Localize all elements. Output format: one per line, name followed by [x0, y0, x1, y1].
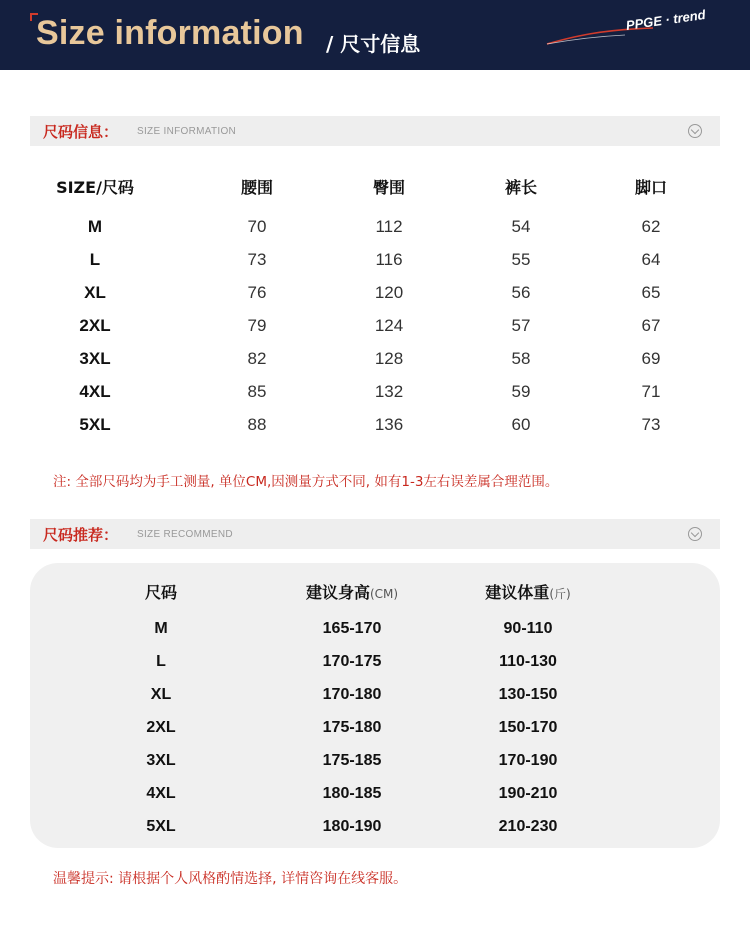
table-cell: 170-175	[322, 653, 382, 670]
size-label: L	[89, 250, 101, 269]
brand-logo: PPGE · trend	[624, 6, 707, 33]
table-cell: 136	[374, 415, 404, 434]
table-cell: 180-185	[322, 785, 382, 802]
size-label: M	[87, 217, 103, 236]
table-cell: 67	[641, 316, 661, 335]
page-subtitle: / 尺寸信息	[326, 32, 421, 56]
table-cell: 210-230	[498, 818, 558, 835]
table-cell: 55	[511, 250, 531, 269]
table-row	[30, 785, 720, 818]
table-row	[30, 620, 720, 653]
table-cell: 124	[374, 316, 404, 335]
size-label: 4XL	[79, 382, 111, 401]
table-cell: 90-110	[503, 620, 553, 637]
size-label: 3XL	[79, 349, 111, 368]
table-row	[30, 719, 720, 752]
table-cell: 58	[511, 349, 531, 368]
column-label: 建议体重	[485, 583, 550, 602]
section-size-recommend	[30, 519, 720, 549]
table-cell: 132	[374, 382, 404, 401]
table-row	[30, 316, 720, 349]
header-banner	[0, 0, 750, 70]
table-row	[30, 653, 720, 686]
table-cell: 116	[375, 250, 403, 269]
table-cell: 73	[641, 415, 661, 434]
table-row	[30, 415, 720, 448]
table-cell: 57	[511, 316, 531, 335]
section-subtitle: SIZE INFORMATION	[137, 126, 237, 137]
table-cell: 180-190	[322, 818, 382, 835]
size-label: 2XL	[79, 316, 111, 335]
size-label: 4XL	[146, 785, 176, 802]
column-label: 尺码	[144, 583, 178, 602]
table-cell: 76	[247, 283, 267, 302]
table-row	[30, 818, 720, 851]
table-cell: 60	[511, 415, 531, 434]
column-header	[145, 580, 177, 603]
size-label: XL	[84, 283, 106, 302]
table-cell: 64	[641, 250, 661, 269]
column-header: 臀围	[372, 178, 406, 197]
column-header	[485, 580, 570, 603]
column-header: 裤长	[504, 178, 538, 197]
table-row	[30, 250, 720, 283]
column-header: 脚口	[634, 178, 668, 197]
size-label: 3XL	[146, 752, 176, 769]
table-cell: 70	[247, 217, 267, 236]
table-cell: 190-210	[498, 785, 558, 802]
section-title: 尺码推荐：	[43, 526, 119, 544]
size-label: 5XL	[79, 415, 111, 434]
table-cell: 73	[247, 250, 267, 269]
column-unit: (CM)	[369, 587, 399, 601]
size-recommend-table	[30, 580, 720, 851]
table-cell: 175-180	[322, 719, 382, 736]
chevron-down-icon	[688, 527, 702, 541]
table-cell: 170-180	[322, 686, 382, 703]
table-row	[30, 283, 720, 316]
table-cell: 54	[511, 217, 531, 236]
table-cell: 71	[641, 382, 661, 401]
measurement-note: 注: 全部尺码均为手工测量, 单位CM,因测量方式不同, 如有1-3左右误差属合理范围。	[53, 474, 559, 490]
table-cell: 150-170	[498, 719, 558, 736]
table-cell: 170-190	[498, 752, 558, 769]
table-cell: 120	[374, 283, 404, 302]
size-label: 5XL	[146, 818, 176, 835]
column-header	[306, 580, 398, 603]
table-row	[30, 217, 720, 250]
size-info-table	[30, 175, 720, 448]
section-subtitle: SIZE RECOMMEND	[137, 529, 233, 540]
table-cell: 175-185	[322, 752, 382, 769]
table-cell: 112	[375, 217, 403, 236]
table-cell: 56	[511, 283, 531, 302]
tip-note: 温馨提示: 请根据个人风格酌情选择, 详情咨询在线客服。	[53, 871, 408, 887]
chevron-down-icon	[688, 124, 702, 138]
column-label: 建议身高	[305, 583, 370, 602]
table-cell: 85	[247, 382, 267, 401]
size-label: M	[154, 620, 168, 637]
section-title: 尺码信息：	[43, 123, 119, 141]
column-header: 腰围	[240, 178, 274, 197]
table-cell: 79	[247, 316, 267, 335]
table-row	[30, 752, 720, 785]
table-header-row	[30, 175, 720, 217]
table-header-row	[30, 580, 720, 620]
table-cell: 130-150	[498, 686, 558, 703]
table-cell: 110-130	[499, 653, 557, 670]
table-row	[30, 686, 720, 719]
table-cell: 62	[641, 217, 661, 236]
table-cell: 82	[247, 349, 267, 368]
table-row	[30, 382, 720, 415]
table-cell: 69	[641, 349, 661, 368]
column-unit: (斤)	[549, 587, 571, 601]
table-cell: 88	[247, 415, 267, 434]
page-title: Size information	[36, 14, 304, 52]
table-cell: 59	[511, 382, 531, 401]
size-label: 2XL	[146, 719, 176, 736]
section-size-info	[30, 116, 720, 146]
table-cell: 165-170	[322, 620, 382, 637]
table-cell: 128	[374, 349, 404, 368]
size-label: XL	[150, 686, 172, 703]
table-row	[30, 349, 720, 382]
column-header: SIZE/尺码	[56, 178, 134, 197]
size-label: L	[156, 653, 166, 670]
table-cell: 65	[641, 283, 661, 302]
